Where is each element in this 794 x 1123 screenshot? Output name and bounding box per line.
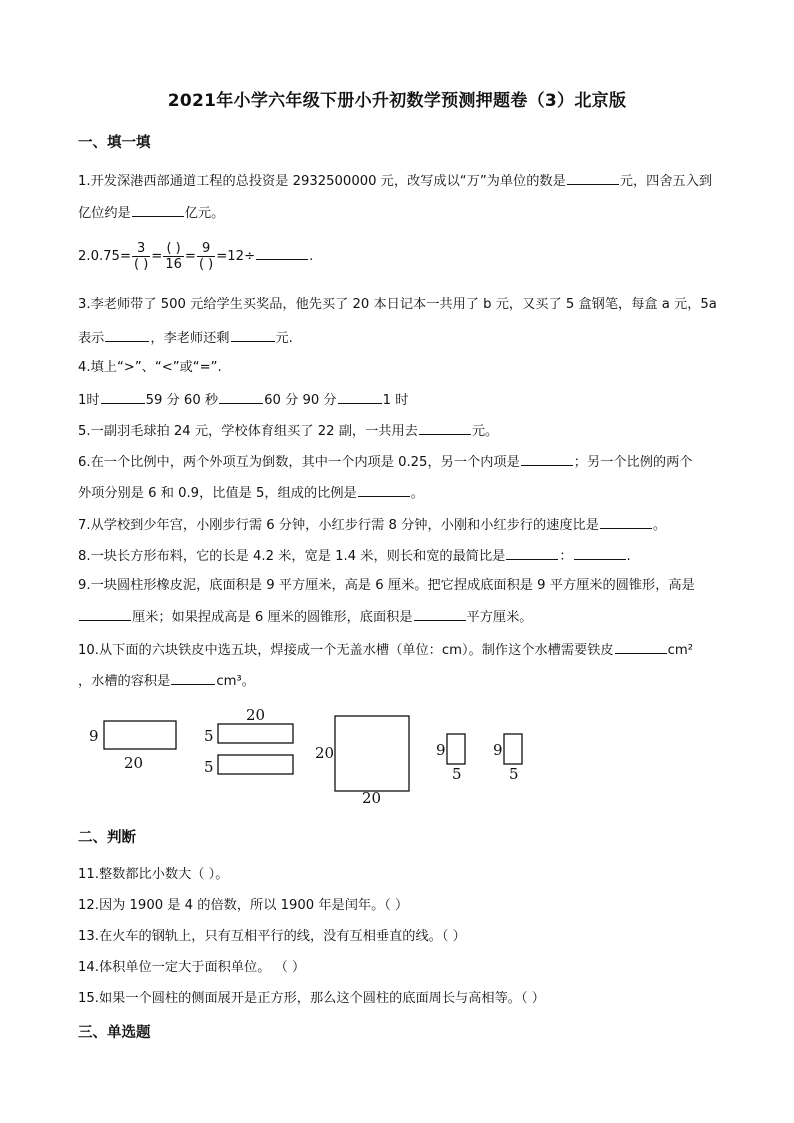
answer-blank[interactable] xyxy=(132,203,184,217)
question-1-line-1: 1.开发深港西部通道工程的总投资是 2932500000 元，改写成以“万”为单位的数是 元，四舍五入到 xyxy=(78,171,712,191)
question-10-line-2: ，水槽的容积是 cm³。 xyxy=(78,671,255,691)
question-4-line-2: 1时 59 分 60 秒 60 分 90 分 1 时 xyxy=(78,390,408,410)
answer-blank[interactable] xyxy=(615,640,667,654)
svg-text:20: 20 xyxy=(124,754,144,772)
answer-blank[interactable] xyxy=(256,246,308,260)
answer-blank[interactable] xyxy=(105,328,149,342)
question-12: 12.因为 1900 是 4 的倍数，所以 1900 年是闰年。（ ） xyxy=(78,898,409,913)
answer-blank[interactable] xyxy=(521,452,573,466)
question-6-line-1: 6.在一个比例中，两个外项互为倒数，其中一个内项是 0.25，另一个内项是 ；另一个比例的两个 xyxy=(78,452,692,472)
question-9-line-2: 厘米；如果捏成高是 6 厘米的圆锥形，底面积是 平方厘米。 xyxy=(78,607,532,627)
question-9-line-1: 9.一块圆柱形橡皮泥，底面积是 9 平方厘米，高是 6 厘米。把它捏成底面积是 9 平方厘米的圆锥形，高是 xyxy=(78,578,695,593)
question-1-line-2: 亿位约是 亿元。 xyxy=(78,203,224,223)
answer-blank[interactable] xyxy=(338,390,382,404)
page-title: 2021年小学六年级下册小升初数学预测押题卷（3）北京版 xyxy=(167,91,627,111)
svg-text:20: 20 xyxy=(246,706,266,724)
fraction: $\frac{( )}{16}$ xyxy=(165,240,182,272)
question-5: 5.一副羽毛球拍 24 元，学校体育组买了 22 副，一共用去 元。 xyxy=(78,421,498,441)
answer-blank[interactable] xyxy=(600,515,652,529)
answer-blank[interactable] xyxy=(574,546,626,560)
answer-blank[interactable] xyxy=(567,171,619,185)
answer-blank[interactable] xyxy=(414,607,466,621)
answer-blank[interactable] xyxy=(219,390,263,404)
sheet-5x20-a xyxy=(204,706,293,745)
sheet-20x20 xyxy=(315,716,409,807)
section-heading-judge: 二、判断 xyxy=(78,830,136,846)
answer-blank[interactable] xyxy=(506,546,558,560)
answer-blank[interactable] xyxy=(358,483,410,497)
svg-text:5: 5 xyxy=(204,758,214,776)
question-14: 14.体积单位一定大于面积单位。 （ ） xyxy=(78,960,306,975)
question-13: 13.在火车的钢轨上，只有互相平行的线，没有互相垂直的线。（ ） xyxy=(78,929,466,944)
svg-text:5: 5 xyxy=(509,765,519,783)
question-4-line-1: 4.填上“>”、“<”或“=”. xyxy=(78,360,222,375)
question-11: 11.整数都比小数大（ ）。 xyxy=(78,867,229,882)
question-7: 7.从学校到少年宫，小刚步行需 6 分钟，小红步行需 8 分钟，小刚和小红步行的速度比是 。 xyxy=(78,515,666,535)
question-3-line-1: 3.李老师带了 500 元给学生买奖品，他先买了 20 本日记本一共用了 b 元，又买了 5 盒钢笔，每盒 a 元，5a xyxy=(78,297,717,312)
question-15: 15.如果一个圆柱的侧面展开是正方形，那么这个圆柱的底面周长与高相等。（ ） xyxy=(78,991,545,1006)
answer-blank[interactable] xyxy=(231,328,275,342)
svg-text:9: 9 xyxy=(89,727,99,745)
question-3-line-2: 表示 ，李老师还剩 元. xyxy=(78,328,293,348)
svg-text:5: 5 xyxy=(452,765,462,783)
svg-text:20: 20 xyxy=(315,744,335,762)
answer-blank[interactable] xyxy=(419,421,471,435)
fraction: $\frac{9}{( )}$ xyxy=(198,240,214,272)
question-10-line-1: 10.从下面的六块铁皮中选五块，焊接成一个无盖水槽（单位：cm）。制作这个水槽需要铁皮 cm² xyxy=(78,640,693,660)
question-2: 2.0.75= $\frac{3}{( )}$ = $\frac{( )}{16}$ = $\frac{9}{( )}$ =12÷ . xyxy=(78,240,314,272)
fraction: $\frac{3}{( )}$ xyxy=(134,240,149,272)
answer-blank[interactable] xyxy=(79,607,131,621)
answer-blank[interactable] xyxy=(171,671,215,685)
svg-text:20: 20 xyxy=(362,789,382,807)
sheet-9x5-b xyxy=(493,734,522,783)
section-heading-single-choice: 三、单选题 xyxy=(78,1025,151,1041)
section-heading-fill: 一、填一填 xyxy=(78,135,151,151)
svg-text:5: 5 xyxy=(204,727,214,745)
svg-text:9: 9 xyxy=(493,741,503,759)
answer-blank[interactable] xyxy=(101,390,145,404)
question-8: 8.一块长方形布料，它的长是 4.2 米，宽是 1.4 米，则长和宽的最简比是 ： . xyxy=(78,546,631,566)
question-6-line-2: 外项分别是 6 和 0.9，比值是 5，组成的比例是 。 xyxy=(78,483,424,503)
svg-text:9: 9 xyxy=(436,741,446,759)
sheet-5x20-b xyxy=(204,755,293,776)
sheet-9x5-a xyxy=(436,734,465,783)
iron-sheets-figure xyxy=(84,700,534,810)
sheet-9x20 xyxy=(89,721,176,772)
